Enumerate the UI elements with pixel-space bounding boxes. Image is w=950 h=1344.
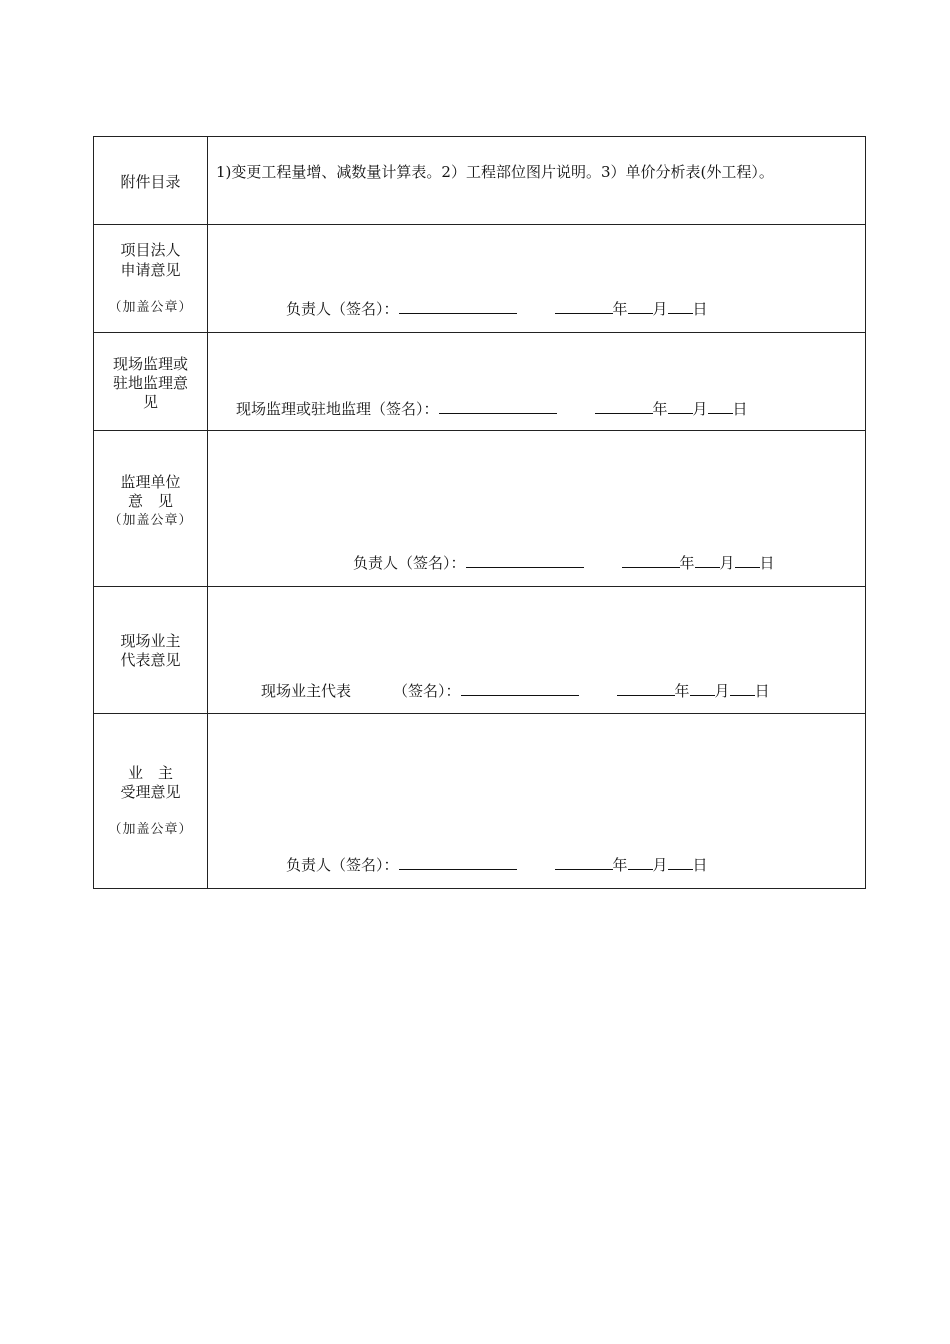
owner-day-field[interactable] (668, 854, 693, 870)
site-supervisor-label-line2: 驻地监理意 (112, 374, 188, 392)
year-label: 年 (612, 856, 628, 874)
supervision-unit-label-line2: 意 见 (127, 492, 173, 510)
supervision-unit-year-field[interactable] (622, 552, 680, 568)
day-label: 日 (754, 682, 770, 700)
owner-rep-label-line2: 代表意见 (120, 651, 181, 669)
owner-rep-sign-label-2: （签名）： (393, 682, 461, 700)
year-label: 年 (679, 554, 695, 572)
attachments-label-cell (94, 137, 208, 225)
contractor-content-cell[interactable] (208, 225, 866, 333)
month-label: 月 (652, 300, 668, 318)
owner-rep-month-field[interactable] (690, 680, 715, 696)
site-supervisor-signature-field[interactable] (439, 398, 557, 414)
owner-year-field[interactable] (555, 854, 613, 870)
owner-row (94, 714, 866, 889)
site-supervisor-label-line1: 现场监理或 (112, 355, 188, 373)
owner-rep-row (94, 587, 866, 714)
owner-rep-sign-label: 现场业主代表 (261, 682, 352, 700)
owner-label-cell (94, 714, 208, 889)
site-supervisor-signature-line (236, 398, 748, 419)
owner-sign-label: 负责人（签名）： (286, 856, 399, 874)
supervision-unit-label-line1: 监理单位 (120, 473, 181, 491)
contractor-sign-label: 负责人（签名）： (286, 300, 399, 318)
month-label: 月 (652, 856, 668, 874)
day-label: 日 (759, 554, 775, 572)
attachments-label: 附件目录 (120, 173, 181, 191)
year-label: 年 (612, 300, 628, 318)
site-supervisor-year-field[interactable] (595, 398, 653, 414)
site-supervisor-sign-label: 现场监理或驻地监理（签名）： (236, 400, 439, 418)
owner-label-line1: 业 主 (127, 764, 173, 782)
attachments-text: 1)变更工程量增、减数量计算表。2）工程部位图片说明。3）单价分析表(外工程）。 (216, 163, 774, 181)
change-approval-form (93, 136, 866, 889)
supervision-unit-day-field[interactable] (735, 552, 760, 568)
supervision-unit-month-field[interactable] (695, 552, 720, 568)
supervision-unit-content-cell[interactable] (208, 431, 866, 587)
site-supervisor-day-field[interactable] (708, 398, 733, 414)
supervision-unit-seal-note: （加盖公章） (108, 513, 193, 528)
contractor-row (94, 225, 866, 333)
month-label: 月 (692, 400, 708, 418)
contractor-year-field[interactable] (555, 298, 613, 314)
day-label: 日 (692, 300, 708, 318)
day-label: 日 (732, 400, 748, 418)
site-supervisor-row (94, 333, 866, 431)
supervision-unit-sign-label: 负责人（签名）： (353, 554, 466, 572)
site-supervisor-label-line3: 见 (142, 393, 158, 411)
attachments-content-cell (208, 137, 866, 225)
contractor-label-cell (94, 225, 208, 333)
year-label: 年 (652, 400, 668, 418)
site-supervisor-content-cell[interactable] (208, 333, 866, 431)
owner-signature-field[interactable] (399, 854, 517, 870)
owner-rep-signature-field[interactable] (461, 680, 579, 696)
supervision-unit-signature-line (353, 552, 775, 573)
owner-rep-year-field[interactable] (617, 680, 675, 696)
contractor-signature-field[interactable] (399, 298, 517, 314)
supervision-unit-signature-field[interactable] (466, 552, 584, 568)
month-label: 月 (719, 554, 735, 572)
owner-signature-line (286, 854, 708, 875)
site-supervisor-month-field[interactable] (668, 398, 693, 414)
owner-label-line2: 受理意见 (120, 783, 181, 801)
owner-rep-content-cell[interactable] (208, 587, 866, 714)
contractor-label-line1: 项目法人 (120, 241, 181, 259)
contractor-seal-note: （加盖公章） (108, 300, 193, 315)
contractor-label-line2: 申请意见 (120, 261, 181, 279)
owner-seal-note: （加盖公章） (108, 822, 193, 837)
owner-rep-label-line1: 现场业主 (120, 632, 181, 650)
day-label: 日 (692, 856, 708, 874)
supervision-unit-label-cell (94, 431, 208, 587)
supervision-unit-row (94, 431, 866, 587)
owner-content-cell[interactable] (208, 714, 866, 889)
owner-rep-day-field[interactable] (730, 680, 755, 696)
contractor-month-field[interactable] (628, 298, 653, 314)
site-supervisor-label-cell (94, 333, 208, 431)
year-label: 年 (674, 682, 690, 700)
month-label: 月 (714, 682, 730, 700)
owner-month-field[interactable] (628, 854, 653, 870)
owner-rep-signature-line (261, 680, 770, 701)
attachments-row (94, 137, 866, 225)
contractor-signature-line (286, 298, 708, 319)
contractor-day-field[interactable] (668, 298, 693, 314)
owner-rep-label-cell (94, 587, 208, 714)
